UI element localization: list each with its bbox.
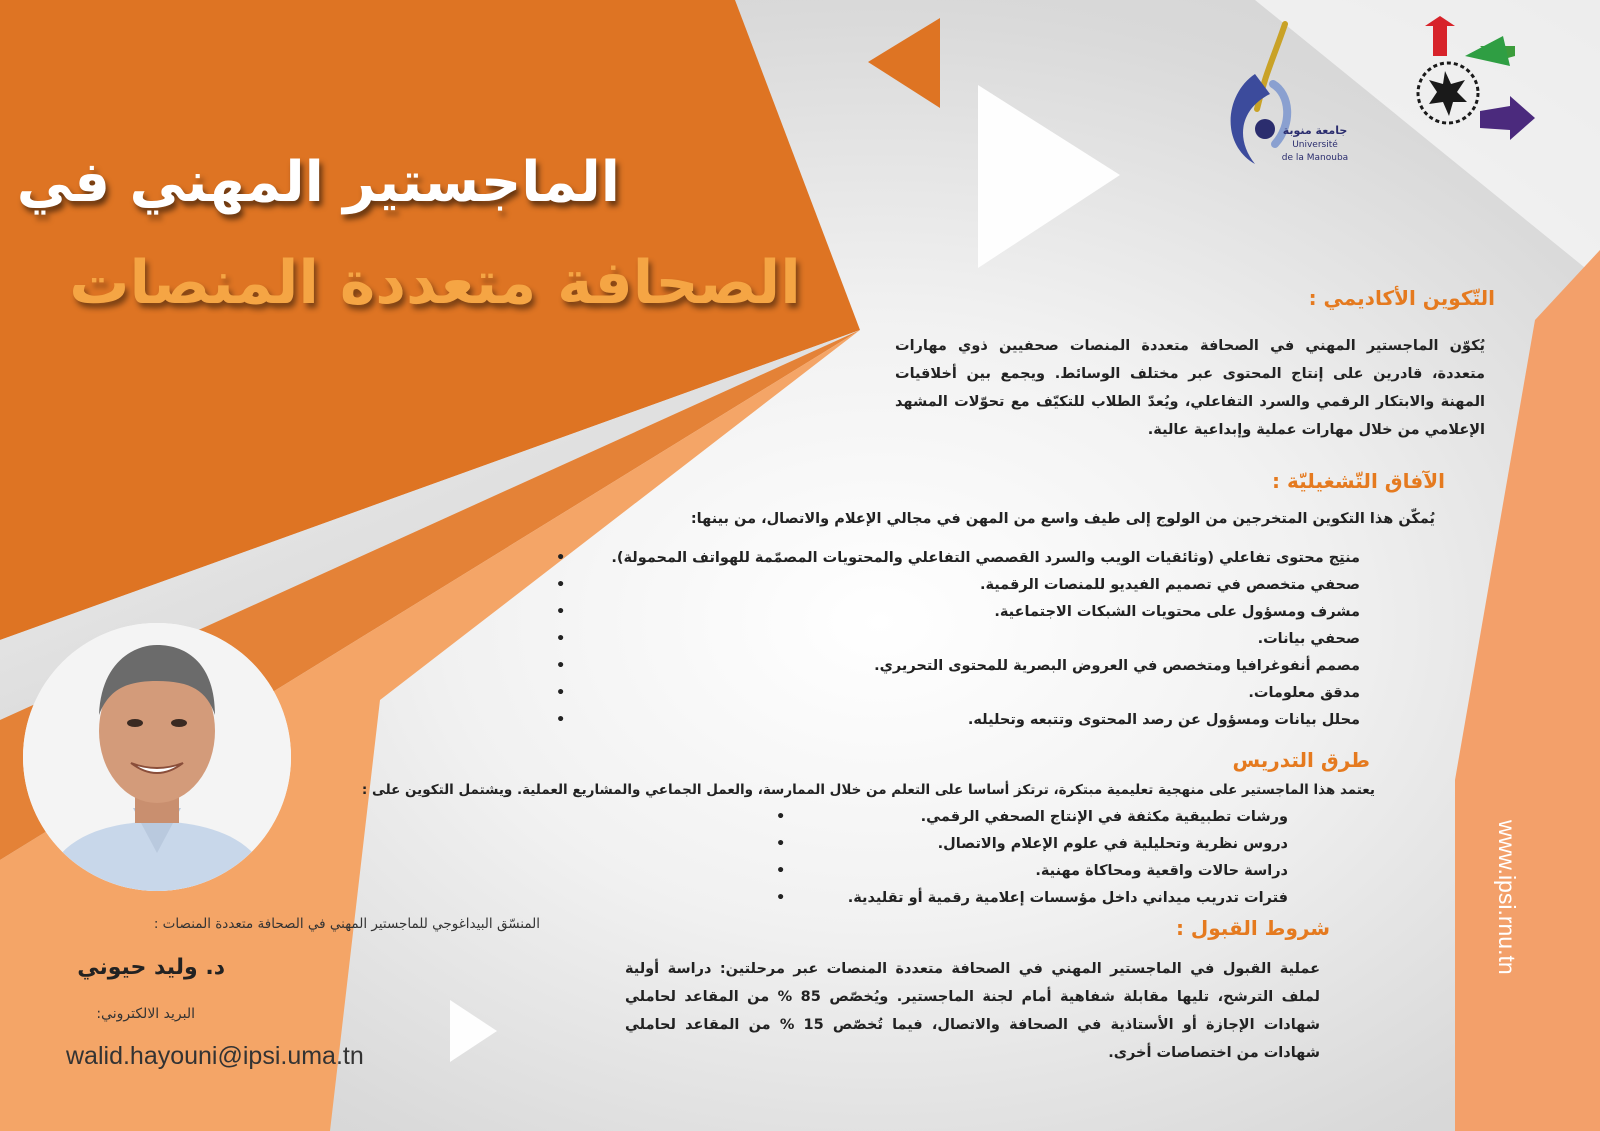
manouba-arabic-name: جامعة منوبة xyxy=(1282,124,1348,137)
list-item: دروس نظرية وتحليلية في علوم الإعلام والاتصال. • xyxy=(820,831,1288,858)
list-item: مشرف ومسؤول على محتويات الشبكات الاجتماعية. • xyxy=(600,599,1360,626)
list-item: مدقق معلومات. • xyxy=(600,680,1360,707)
careers-intro: يُمكّن هذا التكوين المتخرجين من الولوج إلى طيف واسع من المهن في مجالي الإعلام والاتصال، من بينها: xyxy=(690,511,1435,527)
list-item: ورشات تطبيقية مكثفة في الإنتاج الصحفي الرقمي. • xyxy=(820,804,1288,831)
careers-list xyxy=(600,545,1360,734)
list-item: مصمم أنفوغرافيا ومتخصص في العروض البصرية للمحتوى التحريري. • xyxy=(600,653,1360,680)
manouba-university-logo xyxy=(1215,14,1349,179)
coordinator-photo xyxy=(23,623,291,891)
coordinator-name: د. وليد حيوني xyxy=(77,955,225,980)
white-small-triangle xyxy=(450,1000,497,1062)
admission-body: عملية القبول في الماجستير المهني في الصحافة متعددة المنصات عبر مرحلتين: دراسة أولية لملف الترشح، تليها مقابلة شفاهية أمام لجنة الماجستير. ويُخصّص 85 % من المقاعد لحاملي شهادات الإجازة أو الأستاذية في الصحافة والاتصال، فيما تُخصّص 15 % من المقاعد لحاملي شهادات من اختصاصات أخرى. xyxy=(625,961,1321,1061)
list-item: دراسة حالات واقعية ومحاكاة مهنية. • xyxy=(820,858,1288,885)
white-triangle xyxy=(978,85,1120,268)
teaching-list xyxy=(820,804,1288,912)
list-item: منتِج محتوى تفاعلي (وثائقيات الويب والسرد القصصي التفاعلي والمحتويات المصمّمة للهواتف المحمولة). • xyxy=(600,545,1360,572)
academic-heading: التّكوين الأكاديمي : xyxy=(1308,286,1495,310)
email-label: البريد الالكتروني: xyxy=(96,1006,195,1022)
title-line-1: الماجستير المهني في xyxy=(16,150,620,215)
teaching-heading: طرق التدريس xyxy=(1232,748,1370,772)
list-item: فترات تدريب ميداني داخل مؤسسات إعلامية رقمية أو تقليدية. • xyxy=(820,885,1288,912)
teaching-intro: يعتمد هذا الماجستير على منهجية تعليمية مبتكرة، ترتكز أساسا على التعلم من خلال الممارسة، والعمل الجماعي والمشاريع العملية. ويشتمل التكوين على : xyxy=(361,782,1375,798)
list-item: صحفي متخصص في تصميم الفيديو للمنصات الرقمية. • xyxy=(600,572,1360,599)
website-text[interactable]: www.ipsi.rnu.tn xyxy=(1494,820,1520,975)
orange-triangle xyxy=(868,18,940,108)
coordinator-email-link[interactable]: walid.hayouni@ipsi.uma.tn xyxy=(66,1042,364,1070)
admission-heading: شروط القبول : xyxy=(1175,916,1330,940)
website-url[interactable] xyxy=(1487,820,1527,1030)
list-item: صحفي بيانات. • xyxy=(600,626,1360,653)
coordinator-role: المنسّق البيداغوجي للماجستير المهني في الصحافة متعددة المنصات : xyxy=(153,916,540,932)
academic-body: يُكوّن الماجستير المهني في الصحافة متعددة المنصات صحفيين ذوي مهارات متعددة، قادرين على إنتاج المحتوى عبر مختلف الوسائط. ويجمع بين أخلاقيات المهنة والابتكار الرقمي والسرد التفاعلي، ويُعدّ الطلاب للتكيّف مع تحوّلات المشهد الإعلامي من خلال مهارات عملية وإبداعية عالية. xyxy=(895,338,1485,438)
manouba-name-line3: de la Manouba xyxy=(1281,153,1349,163)
ipsi-logo xyxy=(1385,16,1545,176)
manouba-name-line2: Université xyxy=(1292,140,1338,150)
careers-heading: الآفاق التّشغيليّة : xyxy=(1272,469,1445,493)
title-line-2: الصحافة متعددة المنصات xyxy=(69,248,801,318)
list-item: محلل بيانات ومسؤول عن رصد المحتوى وتتبعه وتحليله. • xyxy=(600,707,1360,734)
